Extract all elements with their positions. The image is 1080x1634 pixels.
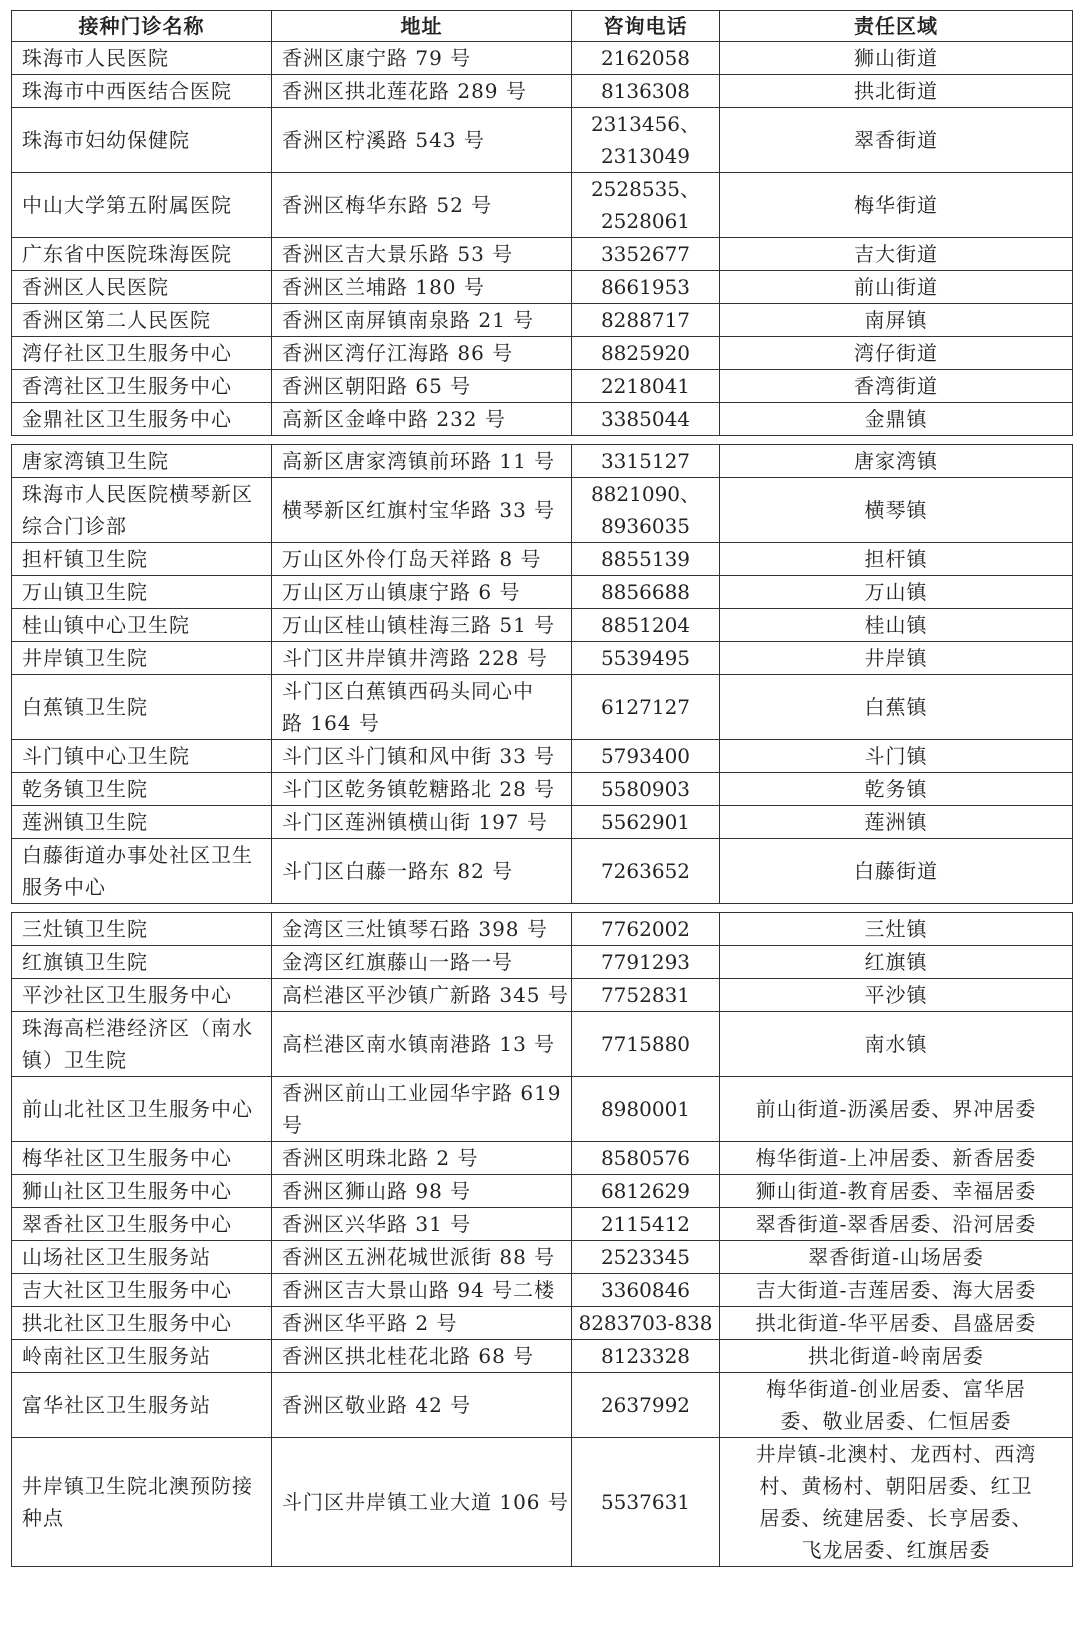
cell-phone: 8283703-838 [572, 1307, 720, 1340]
cell-area: 莲洲镇 [720, 806, 1073, 839]
cell-phone: 8136308 [572, 75, 720, 108]
table-row [12, 1307, 1073, 1340]
table-row [12, 42, 1073, 75]
cell-phone: 7762002 [572, 913, 720, 946]
cell-name: 桂山镇中心卫生院 [12, 609, 272, 642]
table-row [12, 271, 1073, 304]
cell-area [720, 1373, 1073, 1438]
table-row [12, 75, 1073, 108]
header-clinic-name: 接种门诊名称 [12, 11, 272, 42]
cell-phone: 2115412 [572, 1208, 720, 1241]
cell-area: 拱北街道-岭南居委 [720, 1340, 1073, 1373]
cell-phone: 8980001 [572, 1077, 720, 1142]
cell-area: 狮山街道-教育居委、幸福居委 [720, 1175, 1073, 1208]
cell-phone: 5793400 [572, 740, 720, 773]
cell-area: 白蕉镇 [720, 675, 1073, 740]
table-row [12, 609, 1073, 642]
cell-line: 种点 [22, 1506, 64, 1530]
cell-area: 拱北街道-华平居委、昌盛居委 [720, 1307, 1073, 1340]
cell-area: 吉大街道-吉莲居委、海大居委 [720, 1274, 1073, 1307]
cell-area: 香湾街道 [720, 370, 1073, 403]
cell-address: 金湾区红旗藤山一路一号 [272, 946, 572, 979]
table-row [12, 913, 1073, 946]
cell-address: 香洲区拱北莲花路 289 号 [272, 75, 572, 108]
cell-line: 斗门区白蕉镇西码头同心中 [282, 679, 534, 703]
cell-address: 香洲区吉大景山路 94 号二楼 [272, 1274, 572, 1307]
cell-line: 服务中心 [22, 875, 106, 899]
cell-phone: 8856688 [572, 576, 720, 609]
cell-address: 万山区桂山镇桂海三路 51 号 [272, 609, 572, 642]
table-body [12, 42, 1073, 1567]
cell-phone: 7791293 [572, 946, 720, 979]
clinic-table [11, 10, 1073, 1567]
table-row [12, 1077, 1073, 1142]
cell-line: 8821090、 [590, 482, 701, 506]
cell-line: 路 164 号 [282, 711, 380, 735]
cell-area: 翠香街道-翠香居委、沿河居委 [720, 1208, 1073, 1241]
cell-name: 狮山社区卫生服务中心 [12, 1175, 272, 1208]
group-gap [12, 436, 1073, 445]
cell-phone: 7263652 [572, 839, 720, 904]
cell-name [12, 839, 272, 904]
header-address: 地址 [272, 11, 572, 42]
table-row [12, 238, 1073, 271]
cell-address: 斗门区乾务镇乾糖路北 28 号 [272, 773, 572, 806]
cell-phone: 2218041 [572, 370, 720, 403]
cell-line: 2528061 [600, 209, 691, 233]
cell-address: 斗门区井岸镇工业大道 106 号 [272, 1438, 572, 1567]
cell-address: 香洲区兰埔路 180 号 [272, 271, 572, 304]
header-area: 责任区域 [720, 11, 1073, 42]
cell-name: 珠海市人民医院 [12, 42, 272, 75]
cell-address: 金湾区三灶镇琴石路 398 号 [272, 913, 572, 946]
cell-name: 岭南社区卫生服务站 [12, 1340, 272, 1373]
cell-address: 香洲区华平路 2 号 [272, 1307, 572, 1340]
cell-phone: 8580576 [572, 1142, 720, 1175]
cell-name: 井岸镇卫生院 [12, 642, 272, 675]
cell-address: 万山区万山镇康宁路 6 号 [272, 576, 572, 609]
cell-address: 斗门区斗门镇和风中街 33 号 [272, 740, 572, 773]
cell-address: 香洲区拱北桂花北路 68 号 [272, 1340, 572, 1373]
cell-name: 拱北社区卫生服务中心 [12, 1307, 272, 1340]
cell-line: 2528535、 [590, 177, 701, 201]
cell-area: 前山街道 [720, 271, 1073, 304]
table-row [12, 946, 1073, 979]
cell-name: 翠香社区卫生服务中心 [12, 1208, 272, 1241]
cell-line: 村、黄杨村、朝阳居委、红卫 [759, 1474, 1033, 1498]
table-row [12, 1438, 1073, 1567]
cell-area: 梅华街道 [720, 173, 1073, 238]
table-header-row [12, 11, 1073, 42]
cell-address: 香洲区朝阳路 65 号 [272, 370, 572, 403]
cell-name: 金鼎社区卫生服务中心 [12, 403, 272, 436]
table-row [12, 1373, 1073, 1438]
table-row [12, 1241, 1073, 1274]
cell-phone: 5539495 [572, 642, 720, 675]
cell-area: 白藤街道 [720, 839, 1073, 904]
cell-phone: 3352677 [572, 238, 720, 271]
cell-phone: 8825920 [572, 337, 720, 370]
cell-address: 横琴新区红旗村宝华路 33 号 [272, 478, 572, 543]
table-row [12, 839, 1073, 904]
cell-name: 珠海市妇幼保健院 [12, 108, 272, 173]
cell-phone: 2637992 [572, 1373, 720, 1438]
cell-line: 居委、统建居委、长亨居委、 [759, 1506, 1033, 1530]
table-row [12, 806, 1073, 839]
cell-line: 井岸镇-北澳村、龙西村、西湾 [755, 1442, 1037, 1466]
cell-name: 白蕉镇卫生院 [12, 675, 272, 740]
cell-phone: 7715880 [572, 1012, 720, 1077]
cell-name [12, 478, 272, 543]
cell-phone: 6127127 [572, 675, 720, 740]
cell-area: 担杆镇 [720, 543, 1073, 576]
cell-address: 香洲区狮山路 98 号 [272, 1175, 572, 1208]
cell-phone: 5580903 [572, 773, 720, 806]
cell-name: 香洲区人民医院 [12, 271, 272, 304]
group-gap [12, 904, 1073, 913]
cell-line: 珠海市人民医院横琴新区 [22, 482, 253, 506]
cell-area [720, 1438, 1073, 1567]
cell-name: 梅华社区卫生服务中心 [12, 1142, 272, 1175]
cell-address: 香洲区吉大景乐路 53 号 [272, 238, 572, 271]
cell-address [272, 1077, 572, 1142]
cell-address: 香洲区湾仔江海路 86 号 [272, 337, 572, 370]
cell-name: 前山北社区卫生服务中心 [12, 1077, 272, 1142]
cell-area: 万山镇 [720, 576, 1073, 609]
cell-phone: 8661953 [572, 271, 720, 304]
cell-area: 翠香街道-山场居委 [720, 1241, 1073, 1274]
cell-line: 2313456、 [590, 112, 701, 136]
cell-line: 号 [282, 1113, 303, 1137]
cell-address: 高新区金峰中路 232 号 [272, 403, 572, 436]
cell-name: 珠海市中西医结合医院 [12, 75, 272, 108]
table-row [12, 403, 1073, 436]
cell-name: 担杆镇卫生院 [12, 543, 272, 576]
group-separator [12, 904, 1073, 913]
table-row [12, 1208, 1073, 1241]
cell-line: 2313049 [600, 144, 691, 168]
cell-name: 广东省中医院珠海医院 [12, 238, 272, 271]
cell-area: 桂山镇 [720, 609, 1073, 642]
cell-area: 唐家湾镇 [720, 445, 1073, 478]
cell-name [12, 1438, 272, 1567]
cell-name: 斗门镇中心卫生院 [12, 740, 272, 773]
cell-name: 唐家湾镇卫生院 [12, 445, 272, 478]
cell-address [272, 675, 572, 740]
table-row [12, 1142, 1073, 1175]
cell-phone: 7752831 [572, 979, 720, 1012]
cell-address: 高栏港区平沙镇广新路 345 号 [272, 979, 572, 1012]
cell-area: 平沙镇 [720, 979, 1073, 1012]
cell-address: 高新区唐家湾镇前环路 11 号 [272, 445, 572, 478]
cell-area: 金鼎镇 [720, 403, 1073, 436]
cell-area: 翠香街道 [720, 108, 1073, 173]
cell-line: 珠海高栏港经济区（南水 [22, 1016, 253, 1040]
cell-address: 香洲区梅华东路 52 号 [272, 173, 572, 238]
cell-line: 飞龙居委、红旗居委 [801, 1538, 991, 1562]
document-page [11, 10, 1073, 1567]
cell-phone: 3315127 [572, 445, 720, 478]
cell-address: 香洲区明珠北路 2 号 [272, 1142, 572, 1175]
cell-address: 香洲区五洲花城世派街 88 号 [272, 1241, 572, 1274]
cell-line: 8936035 [600, 514, 691, 538]
table-row [12, 478, 1073, 543]
cell-area: 狮山街道 [720, 42, 1073, 75]
cell-name: 乾务镇卫生院 [12, 773, 272, 806]
cell-address: 斗门区井岸镇井湾路 228 号 [272, 642, 572, 675]
cell-name: 吉大社区卫生服务中心 [12, 1274, 272, 1307]
table-row [12, 445, 1073, 478]
cell-area: 井岸镇 [720, 642, 1073, 675]
cell-address: 香洲区康宁路 79 号 [272, 42, 572, 75]
cell-address: 香洲区南屏镇南泉路 21 号 [272, 304, 572, 337]
cell-address: 高栏港区南水镇南港路 13 号 [272, 1012, 572, 1077]
cell-address: 香洲区敬业路 42 号 [272, 1373, 572, 1438]
table-row [12, 642, 1073, 675]
table-row [12, 675, 1073, 740]
table-row [12, 1175, 1073, 1208]
table-row [12, 173, 1073, 238]
group-separator [12, 436, 1073, 445]
cell-area: 红旗镇 [720, 946, 1073, 979]
cell-area: 拱北街道 [720, 75, 1073, 108]
table-row [12, 108, 1073, 173]
cell-area: 吉大街道 [720, 238, 1073, 271]
cell-phone: 2162058 [572, 42, 720, 75]
table-row [12, 304, 1073, 337]
cell-name: 三灶镇卫生院 [12, 913, 272, 946]
table-row [12, 773, 1073, 806]
cell-line: 梅华街道-创业居委、富华居 [766, 1377, 1026, 1401]
header-phone: 咨询电话 [572, 11, 720, 42]
cell-phone: 3385044 [572, 403, 720, 436]
cell-line: 井岸镇卫生院北澳预防接 [22, 1474, 253, 1498]
cell-phone [572, 108, 720, 173]
cell-name: 莲洲镇卫生院 [12, 806, 272, 839]
cell-area: 前山街道-沥溪居委、界冲居委 [720, 1077, 1073, 1142]
cell-address: 斗门区莲洲镇横山街 197 号 [272, 806, 572, 839]
cell-address: 斗门区白藤一路东 82 号 [272, 839, 572, 904]
cell-area: 乾务镇 [720, 773, 1073, 806]
table-row [12, 370, 1073, 403]
cell-name [12, 1012, 272, 1077]
cell-line: 白藤街道办事处社区卫生 [22, 843, 253, 867]
cell-area: 三灶镇 [720, 913, 1073, 946]
cell-phone [572, 478, 720, 543]
cell-area: 湾仔街道 [720, 337, 1073, 370]
table-row [12, 1274, 1073, 1307]
cell-name: 山场社区卫生服务站 [12, 1241, 272, 1274]
cell-phone: 2523345 [572, 1241, 720, 1274]
cell-name: 平沙社区卫生服务中心 [12, 979, 272, 1012]
table-row [12, 740, 1073, 773]
cell-phone: 6812629 [572, 1175, 720, 1208]
cell-address: 万山区外伶仃岛天祥路 8 号 [272, 543, 572, 576]
table-row [12, 337, 1073, 370]
table-row [12, 979, 1073, 1012]
cell-phone: 8123328 [572, 1340, 720, 1373]
cell-area: 横琴镇 [720, 478, 1073, 543]
cell-phone [572, 173, 720, 238]
cell-phone: 8851204 [572, 609, 720, 642]
table-row [12, 576, 1073, 609]
cell-name: 红旗镇卫生院 [12, 946, 272, 979]
cell-phone: 8288717 [572, 304, 720, 337]
cell-address: 香洲区兴华路 31 号 [272, 1208, 572, 1241]
cell-name: 香洲区第二人民医院 [12, 304, 272, 337]
cell-phone: 5562901 [572, 806, 720, 839]
cell-name: 香湾社区卫生服务中心 [12, 370, 272, 403]
cell-line: 委、敬业居委、仁恒居委 [780, 1409, 1012, 1433]
table-row [12, 1012, 1073, 1077]
cell-area: 南水镇 [720, 1012, 1073, 1077]
cell-line: 综合门诊部 [22, 514, 127, 538]
cell-name: 富华社区卫生服务站 [12, 1373, 272, 1438]
cell-line: 香洲区前山工业园华宇路 619 [282, 1081, 562, 1105]
cell-address: 香洲区柠溪路 543 号 [272, 108, 572, 173]
cell-area: 梅华街道-上冲居委、新香居委 [720, 1142, 1073, 1175]
cell-phone: 8855139 [572, 543, 720, 576]
cell-name: 中山大学第五附属医院 [12, 173, 272, 238]
cell-line: 镇）卫生院 [22, 1048, 127, 1072]
cell-area: 斗门镇 [720, 740, 1073, 773]
cell-name: 万山镇卫生院 [12, 576, 272, 609]
table-row [12, 543, 1073, 576]
table-row [12, 1340, 1073, 1373]
cell-name: 湾仔社区卫生服务中心 [12, 337, 272, 370]
cell-phone: 5537631 [572, 1438, 720, 1567]
cell-phone: 3360846 [572, 1274, 720, 1307]
cell-area: 南屏镇 [720, 304, 1073, 337]
